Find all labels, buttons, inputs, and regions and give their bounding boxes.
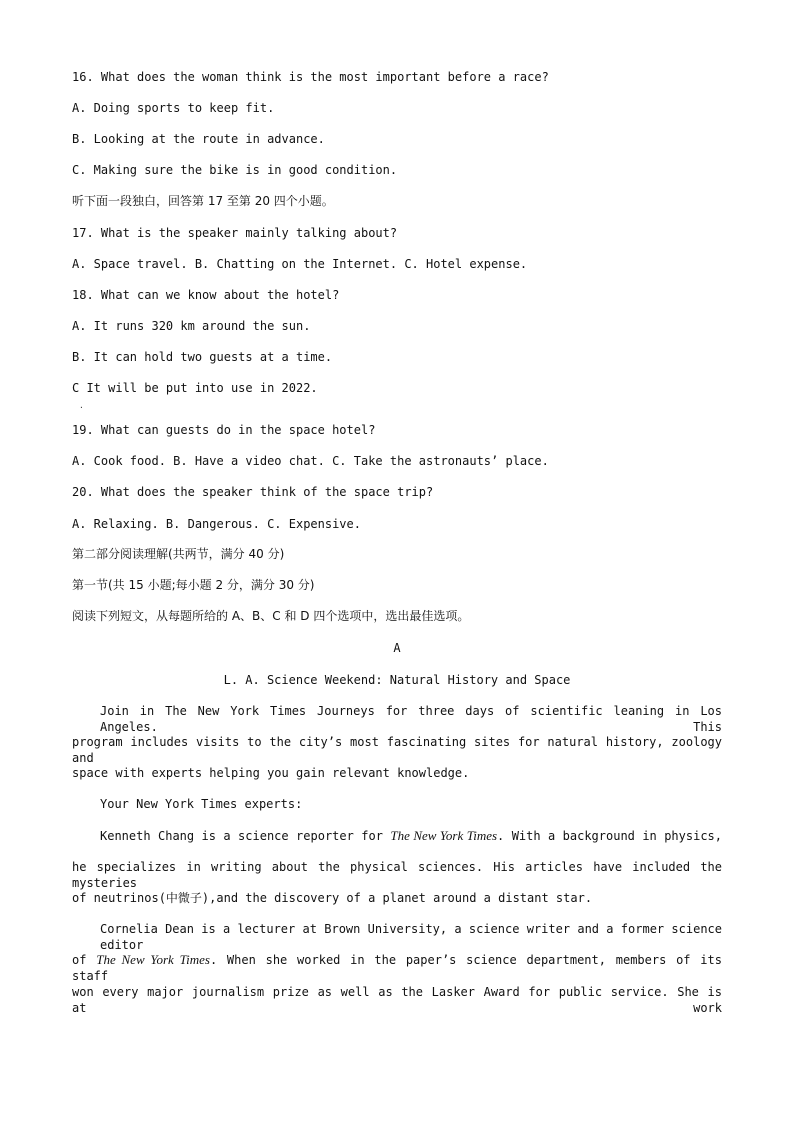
q16-option-a: A. Doing sports to keep fit.	[72, 101, 275, 115]
p2-line-1-end: . With a background in physics,	[497, 829, 722, 843]
q18-option-a: A. It runs 320 km around the sun.	[72, 319, 311, 333]
q19-stem: 19. What can guests do in the space hotel?	[72, 423, 376, 437]
q20-options: A. Relaxing. B. Dangerous. C. Expensive.	[72, 517, 361, 531]
q16-stem: 16. What does the woman think is the most important before a race?	[72, 70, 549, 84]
q19-options: A. Cook food. B. Have a video chat. C. Take the astronauts’ place.	[72, 454, 549, 468]
p2-line-1-start: Kenneth Chang is a science reporter for	[100, 829, 391, 843]
part-title: 第二部分阅读理解(共两节，满分 40 分)	[72, 547, 285, 561]
q16-option-b: B. Looking at the route in advance.	[72, 132, 325, 146]
q16-option-c: C. Making sure the bike is in good condition.	[72, 163, 398, 177]
q18-stem: 18. What can we know about the hotel?	[72, 288, 340, 302]
p3-line-2-start: of	[72, 953, 97, 967]
q20-stem: 20. What does the speaker think of the space trip?	[72, 485, 434, 499]
q18-option-b: B. It can hold two guests at a time.	[72, 350, 333, 364]
p2-line-3: of neutrinos(中微子),and the discovery of a planet around a distant star.	[72, 891, 593, 905]
q17-stem: 17. What is the speaker mainly talking about?	[72, 226, 398, 240]
q18-option-c: C It will be put into use in 2022.	[72, 381, 318, 395]
p3-line-3: won every major journalism prize as well as the Lasker Award for public service. She is at work	[72, 985, 722, 1015]
p3-newspaper-name: The New York Times	[96, 952, 210, 967]
p3-line-2	[72, 952, 722, 984]
q17-options: A. Space travel. B. Chatting on the Internet. C. Hotel expense.	[72, 257, 528, 271]
p3-line-2-end: . When she worked in the paper’s science department, members of its staff	[72, 953, 722, 983]
p2-newspaper-name: The New York Times	[390, 828, 498, 843]
experts-heading: Your New York Times experts:	[100, 797, 303, 811]
p1-line-2: program includes visits to the city’s most fascinating sites for natural history, zoology and	[72, 735, 722, 765]
section-title: 第一节(共 15 小题;每小题 2 分，满分 30 分)	[72, 578, 315, 592]
passage-label: A	[393, 641, 401, 655]
p1-line-1: Join in The New York Times Journeys for three days of scientific leaning in Los Angeles. This	[100, 704, 722, 734]
reading-instruction: 阅读下列短文，从每题所给的 A、B、C 和 D 四个选项中，选出最佳选项。	[72, 609, 470, 623]
p1-line-3: space with experts helping you gain relevant knowledge.	[72, 766, 470, 780]
stray-mark: ·	[79, 403, 84, 412]
p2-line-2: he specializes in writing about the physical sciences. His articles have included the mysteries	[72, 860, 722, 890]
monologue-intro: 听下面一段独白，回答第 17 至第 20 四个小题。	[72, 194, 334, 208]
p2-line-1	[100, 828, 722, 844]
passage-title: L. A. Science Weekend: Natural History and Space	[223, 673, 571, 687]
p3-line-1: Cornelia Dean is a lecturer at Brown University, a science writer and a former science editor	[100, 922, 722, 952]
